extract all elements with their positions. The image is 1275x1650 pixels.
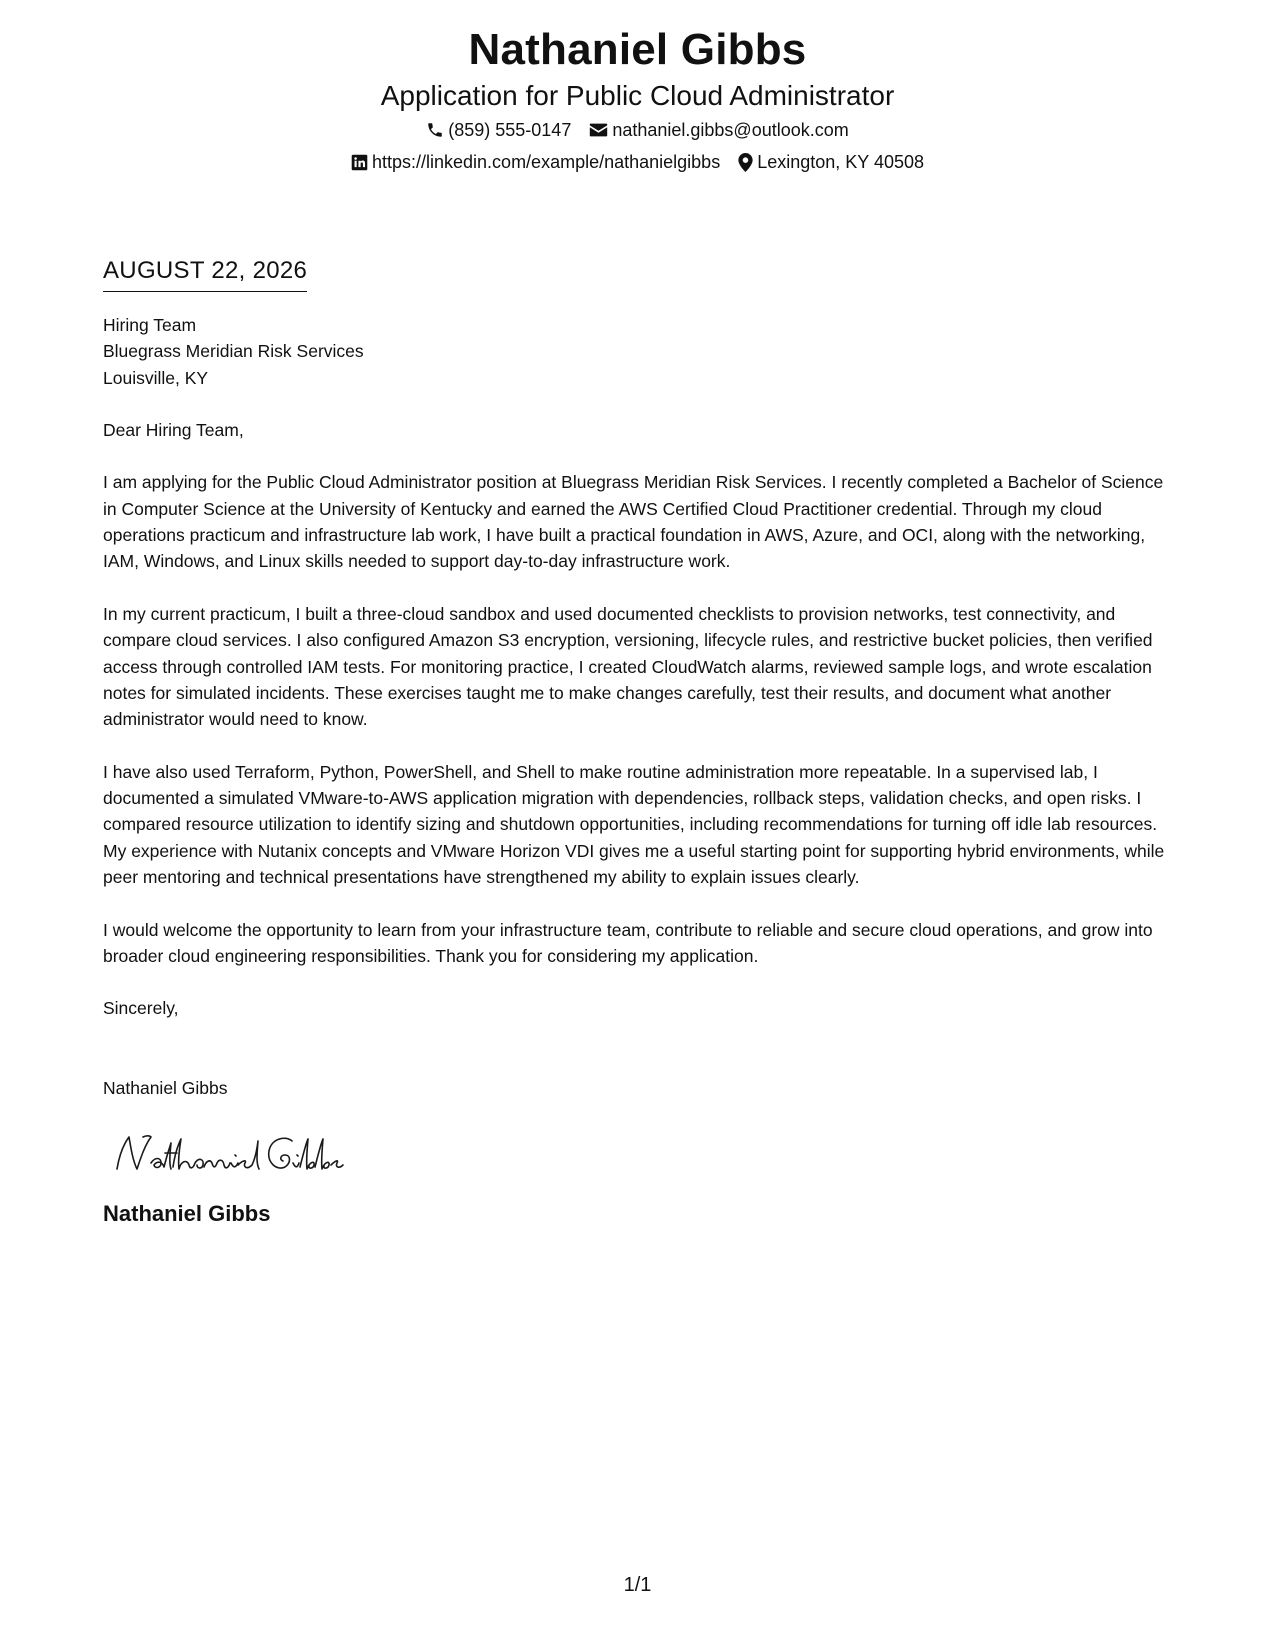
typed-name: Nathaniel Gibbs xyxy=(103,1077,228,1098)
application-title: Application for Public Cloud Administrator xyxy=(380,80,895,111)
recipient-block xyxy=(103,312,1178,391)
phone-number: (859) 555-0147 xyxy=(448,120,572,140)
recipient-line: Hiring Team xyxy=(103,315,197,335)
contact-row-2 xyxy=(0,146,1275,178)
email-address[interactable]: nathaniel.gibbs@outlook.com xyxy=(612,120,849,140)
linkedin-icon xyxy=(351,154,368,171)
letter-date: AUGUST 22, 2026 xyxy=(103,256,307,292)
map-pin-icon xyxy=(738,153,753,172)
contact-location xyxy=(738,146,924,178)
body-paragraph-1: I am applying for the Public Cloud Administrator position at Bluegrass Meridian Risk Services. I recently completed a Bachelor of Science in Computer Science at the University of Kentucky and earned the AWS Certified Cloud Practitioner credential. Through my cloud operations practicum and infrastructure lab work, I have built a practical foundation in AWS, Azure, and OCI, along with the networking, IAM, Windows, and Linux skills needed to support day-to-day infrastructure work. xyxy=(103,472,1164,572)
phone-icon xyxy=(426,121,444,139)
contact-linkedin xyxy=(351,146,720,178)
closing: Sincerely, xyxy=(103,998,179,1019)
page-number: 1/1 xyxy=(623,1574,652,1596)
location-text: Lexington, KY 40508 xyxy=(757,152,925,172)
linkedin-url[interactable]: https://linkedin.com/example/nathanielgibbs xyxy=(371,152,721,172)
recipient-location: Louisville, KY xyxy=(103,367,209,388)
contact-row-1 xyxy=(0,114,1275,146)
envelope-icon xyxy=(589,122,608,138)
contact-email xyxy=(589,114,848,146)
recipient-company: Bluegrass Meridian Risk Services xyxy=(103,341,364,362)
body-paragraph-4: I would welcome the opportunity to learn from your infrastructure team, contribute to reliable and secure cloud operations, and grow into broader cloud engineering responsibilities. Thank you for considering my application. xyxy=(103,919,1153,966)
applicant-name: Nathaniel Gibbs xyxy=(468,25,807,74)
signature-name: Nathaniel Gibbs xyxy=(103,1201,271,1227)
contact-phone xyxy=(426,114,571,146)
body-paragraph-2: In my current practicum, I built a three-cloud sandbox and used documented checklists to provision networks, test connectivity, and compare cloud services. I also configured Amazon S3 encryption, versioning, lifecycle rules, and restrictive bucket policies, then verified access through controlled IAM tests. For monitoring practice, I created CloudWatch alarms, reviewed sample logs, and wrote escalation notes for simulated incidents. These exercises taught me to make changes carefully, test their results, and document what another administrator would need to know. xyxy=(103,603,1153,730)
handwritten-signature xyxy=(107,1123,1178,1183)
letter-body xyxy=(103,256,1178,1229)
salutation: Dear Hiring Team, xyxy=(103,419,244,440)
letter-header xyxy=(0,22,1275,178)
body-paragraph-3: I have also used Terraform, Python, PowerShell, and Shell to make routine administration more repeatable. In a supervised lab, I documented a simulated VMware-to-AWS application migration with dependencies, rollback steps, validation checks, and open risks. I compared resource utilization to identify sizing and shutdown opportunities, including recommendations for turning off idle lab resources. My experience with Nutanix concepts and VMware Horizon VDI gives me a useful starting point for supporting hybrid environments, while peer mentoring and technical presentations have strengthened my ability to explain issues clearly. xyxy=(103,761,1165,887)
